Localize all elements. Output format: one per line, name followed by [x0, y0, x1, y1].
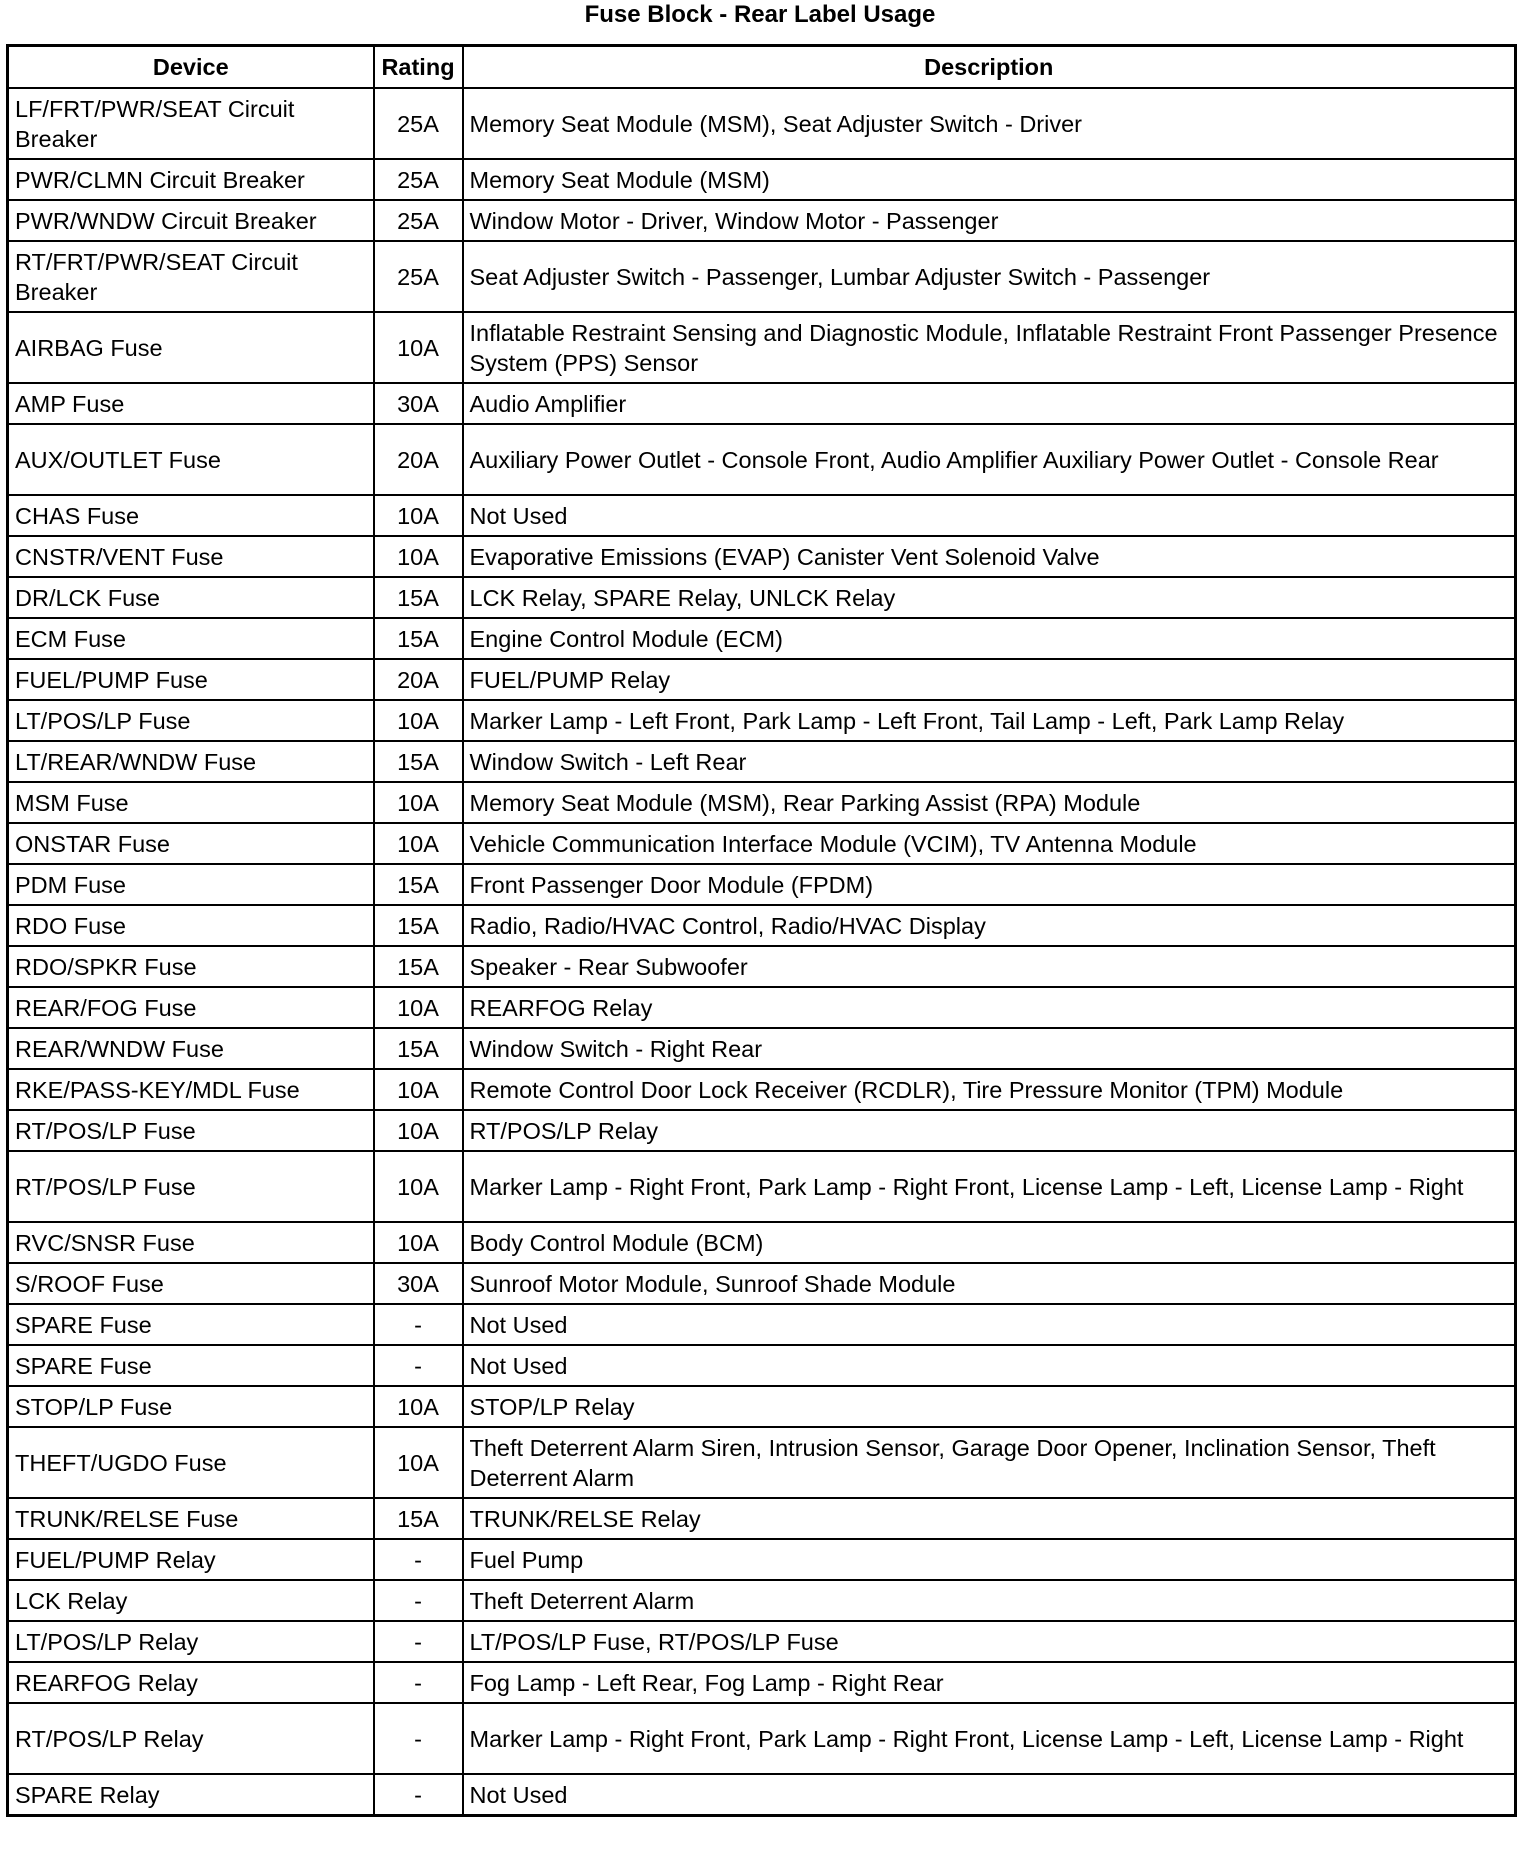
- device-cell: REARFOG Relay: [8, 1662, 374, 1703]
- description-cell: RT/POS/LP Relay: [463, 1110, 1516, 1151]
- device-cell: RDO/SPKR Fuse: [8, 946, 374, 987]
- device-cell: AMP Fuse: [8, 383, 374, 424]
- device-cell: RT/FRT/PWR/SEAT Circuit Breaker: [8, 241, 374, 312]
- description-cell: Marker Lamp - Left Front, Park Lamp - Left Front, Tail Lamp - Left, Park Lamp Relay: [463, 700, 1516, 741]
- table-row: [8, 1028, 1516, 1069]
- table-row: [8, 1621, 1516, 1662]
- description-cell: REARFOG Relay: [463, 987, 1516, 1028]
- rating-cell: 15A: [374, 577, 463, 618]
- device-cell: CNSTR/VENT Fuse: [8, 536, 374, 577]
- description-cell: Engine Control Module (ECM): [463, 618, 1516, 659]
- table-row: [8, 1580, 1516, 1621]
- device-cell: RDO Fuse: [8, 905, 374, 946]
- table-row: [8, 741, 1516, 782]
- description-cell: Memory Seat Module (MSM), Seat Adjuster Switch - Driver: [463, 88, 1516, 159]
- rating-cell: 25A: [374, 88, 463, 159]
- description-cell: Inflatable Restraint Sensing and Diagnostic Module, Inflatable Restraint Front Passenger Presence System (PPS) Sensor: [463, 312, 1516, 383]
- device-cell: PDM Fuse: [8, 864, 374, 905]
- column-header-description: Description: [463, 46, 1516, 89]
- description-cell: LT/POS/LP Fuse, RT/POS/LP Fuse: [463, 1621, 1516, 1662]
- table-row: [8, 1110, 1516, 1151]
- rating-cell: 10A: [374, 495, 463, 536]
- device-cell: RVC/SNSR Fuse: [8, 1222, 374, 1263]
- table-row: [8, 1345, 1516, 1386]
- device-cell: S/ROOF Fuse: [8, 1263, 374, 1304]
- description-cell: Radio, Radio/HVAC Control, Radio/HVAC Display: [463, 905, 1516, 946]
- rating-cell: 10A: [374, 1069, 463, 1110]
- table-row: [8, 905, 1516, 946]
- description-cell: Body Control Module (BCM): [463, 1222, 1516, 1263]
- device-cell: LCK Relay: [8, 1580, 374, 1621]
- table-row: [8, 1539, 1516, 1580]
- description-cell: Window Motor - Driver, Window Motor - Passenger: [463, 200, 1516, 241]
- rating-cell: 15A: [374, 741, 463, 782]
- device-cell: RT/POS/LP Fuse: [8, 1151, 374, 1222]
- rating-cell: 30A: [374, 1263, 463, 1304]
- table-row: [8, 536, 1516, 577]
- device-cell: STOP/LP Fuse: [8, 1386, 374, 1427]
- table-row: [8, 1498, 1516, 1539]
- device-cell: AIRBAG Fuse: [8, 312, 374, 383]
- device-cell: ECM Fuse: [8, 618, 374, 659]
- device-cell: LF/FRT/PWR/SEAT Circuit Breaker: [8, 88, 374, 159]
- rating-cell: 15A: [374, 1498, 463, 1539]
- table-row: [8, 241, 1516, 312]
- table-row: [8, 1427, 1516, 1498]
- description-cell: Theft Deterrent Alarm: [463, 1580, 1516, 1621]
- table-row: [8, 1774, 1516, 1816]
- table-row: [8, 88, 1516, 159]
- description-cell: Evaporative Emissions (EVAP) Canister Vent Solenoid Valve: [463, 536, 1516, 577]
- device-cell: REAR/WNDW Fuse: [8, 1028, 374, 1069]
- fuse-usage-table: [6, 44, 1517, 1817]
- table-row: [8, 1069, 1516, 1110]
- table-row: [8, 200, 1516, 241]
- table-row: [8, 424, 1516, 495]
- table-row: [8, 618, 1516, 659]
- description-cell: Remote Control Door Lock Receiver (RCDLR), Tire Pressure Monitor (TPM) Module: [463, 1069, 1516, 1110]
- table-row: [8, 1151, 1516, 1222]
- table-header-row: [8, 46, 1516, 89]
- table-body: [8, 88, 1516, 1816]
- rating-cell: 25A: [374, 200, 463, 241]
- device-cell: SPARE Relay: [8, 1774, 374, 1816]
- device-cell: MSM Fuse: [8, 782, 374, 823]
- rating-cell: 10A: [374, 536, 463, 577]
- rating-cell: 10A: [374, 782, 463, 823]
- description-cell: TRUNK/RELSE Relay: [463, 1498, 1516, 1539]
- device-cell: SPARE Fuse: [8, 1304, 374, 1345]
- table-row: [8, 1304, 1516, 1345]
- rating-cell: 25A: [374, 159, 463, 200]
- device-cell: DR/LCK Fuse: [8, 577, 374, 618]
- table-row: [8, 159, 1516, 200]
- device-cell: PWR/CLMN Circuit Breaker: [8, 159, 374, 200]
- description-cell: FUEL/PUMP Relay: [463, 659, 1516, 700]
- rating-cell: 30A: [374, 383, 463, 424]
- table-row: [8, 1703, 1516, 1774]
- table-row: [8, 495, 1516, 536]
- table-row: [8, 1263, 1516, 1304]
- column-header-rating: Rating: [374, 46, 463, 89]
- rating-cell: 10A: [374, 823, 463, 864]
- description-cell: Window Switch - Right Rear: [463, 1028, 1516, 1069]
- rating-cell: 15A: [374, 905, 463, 946]
- rating-cell: 10A: [374, 1151, 463, 1222]
- device-cell: REAR/FOG Fuse: [8, 987, 374, 1028]
- device-cell: RKE/PASS-KEY/MDL Fuse: [8, 1069, 374, 1110]
- table-row: [8, 1222, 1516, 1263]
- description-cell: STOP/LP Relay: [463, 1386, 1516, 1427]
- device-cell: LT/REAR/WNDW Fuse: [8, 741, 374, 782]
- table-row: [8, 987, 1516, 1028]
- table-row: [8, 782, 1516, 823]
- table-row: [8, 659, 1516, 700]
- rating-cell: 15A: [374, 946, 463, 987]
- description-cell: Vehicle Communication Interface Module (VCIM), TV Antenna Module: [463, 823, 1516, 864]
- rating-cell: -: [374, 1774, 463, 1816]
- device-cell: RT/POS/LP Fuse: [8, 1110, 374, 1151]
- device-cell: THEFT/UGDO Fuse: [8, 1427, 374, 1498]
- description-cell: Not Used: [463, 1345, 1516, 1386]
- rating-cell: 15A: [374, 618, 463, 659]
- device-cell: AUX/OUTLET Fuse: [8, 424, 374, 495]
- device-cell: LT/POS/LP Fuse: [8, 700, 374, 741]
- device-cell: FUEL/PUMP Fuse: [8, 659, 374, 700]
- description-cell: Memory Seat Module (MSM), Rear Parking Assist (RPA) Module: [463, 782, 1516, 823]
- rating-cell: -: [374, 1539, 463, 1580]
- description-cell: Memory Seat Module (MSM): [463, 159, 1516, 200]
- page-title: Fuse Block - Rear Label Usage: [584, 1, 936, 28]
- description-cell: Sunroof Motor Module, Sunroof Shade Module: [463, 1263, 1516, 1304]
- device-cell: PWR/WNDW Circuit Breaker: [8, 200, 374, 241]
- rating-cell: -: [374, 1580, 463, 1621]
- description-cell: Not Used: [463, 1304, 1516, 1345]
- description-cell: Fuel Pump: [463, 1539, 1516, 1580]
- device-cell: TRUNK/RELSE Fuse: [8, 1498, 374, 1539]
- description-cell: Seat Adjuster Switch - Passenger, Lumbar Adjuster Switch - Passenger: [463, 241, 1516, 312]
- table-row: [8, 1662, 1516, 1703]
- column-header-device: Device: [8, 46, 374, 89]
- rating-cell: 25A: [374, 241, 463, 312]
- rating-cell: 10A: [374, 700, 463, 741]
- device-cell: ONSTAR Fuse: [8, 823, 374, 864]
- description-cell: Speaker - Rear Subwoofer: [463, 946, 1516, 987]
- device-cell: FUEL/PUMP Relay: [8, 1539, 374, 1580]
- device-cell: LT/POS/LP Relay: [8, 1621, 374, 1662]
- description-cell: Theft Deterrent Alarm Siren, Intrusion Sensor, Garage Door Opener, Inclination Sensor, Theft Deterrent Alarm: [463, 1427, 1516, 1498]
- description-cell: Fog Lamp - Left Rear, Fog Lamp - Right Rear: [463, 1662, 1516, 1703]
- description-cell: Audio Amplifier: [463, 383, 1516, 424]
- rating-cell: 20A: [374, 659, 463, 700]
- description-cell: Front Passenger Door Module (FPDM): [463, 864, 1516, 905]
- description-cell: Auxiliary Power Outlet - Console Front, Audio Amplifier Auxiliary Power Outlet - Console Rear: [463, 424, 1516, 495]
- rating-cell: 10A: [374, 312, 463, 383]
- rating-cell: 20A: [374, 424, 463, 495]
- rating-cell: 15A: [374, 1028, 463, 1069]
- rating-cell: 10A: [374, 1386, 463, 1427]
- table-row: [8, 700, 1516, 741]
- rating-cell: 15A: [374, 864, 463, 905]
- rating-cell: 10A: [374, 1110, 463, 1151]
- table-row: [8, 312, 1516, 383]
- table-row: [8, 823, 1516, 864]
- rating-cell: 10A: [374, 1222, 463, 1263]
- description-cell: Marker Lamp - Right Front, Park Lamp - Right Front, License Lamp - Left, License Lamp - Right: [463, 1703, 1516, 1774]
- description-cell: LCK Relay, SPARE Relay, UNLCK Relay: [463, 577, 1516, 618]
- rating-cell: -: [374, 1703, 463, 1774]
- description-cell: Not Used: [463, 495, 1516, 536]
- description-cell: Not Used: [463, 1774, 1516, 1816]
- table-row: [8, 577, 1516, 618]
- rating-cell: -: [374, 1304, 463, 1345]
- device-cell: CHAS Fuse: [8, 495, 374, 536]
- device-cell: RT/POS/LP Relay: [8, 1703, 374, 1774]
- table-row: [8, 383, 1516, 424]
- description-cell: Marker Lamp - Right Front, Park Lamp - Right Front, License Lamp - Left, License Lamp - Right: [463, 1151, 1516, 1222]
- rating-cell: -: [374, 1345, 463, 1386]
- rating-cell: -: [374, 1621, 463, 1662]
- rating-cell: 10A: [374, 1427, 463, 1498]
- description-cell: Window Switch - Left Rear: [463, 741, 1516, 782]
- rating-cell: 10A: [374, 987, 463, 1028]
- table-row: [8, 864, 1516, 905]
- table-row: [8, 946, 1516, 987]
- rating-cell: -: [374, 1662, 463, 1703]
- table-row: [8, 1386, 1516, 1427]
- device-cell: SPARE Fuse: [8, 1345, 374, 1386]
